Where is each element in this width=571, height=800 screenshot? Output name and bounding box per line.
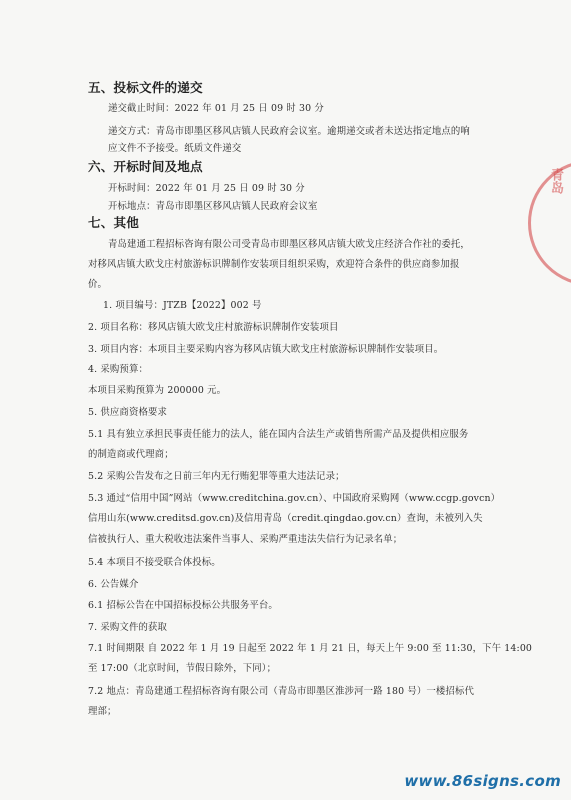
opening-place: 开标地点：青岛市即墨区移风店镇人民政府会议室 <box>108 201 318 212</box>
item-7-1-line1: 7.1 时间期限 自 2022 年 1 月 19 日起至 2022 年 1 月 21 日，每天上午 9:00 至 11:30，下午 14:00 <box>88 643 533 654</box>
item-6: 6. 公告媒介 <box>88 579 139 590</box>
section-5-title: 五、投标文件的递交 <box>88 80 203 95</box>
item-5-4: 5.4 本项目不接受联合体投标。 <box>88 557 221 568</box>
section-7-title: 七、其他 <box>88 215 139 230</box>
item-2: 2. 项目名称：移风店镇大欧戈庄村旅游标识牌制作安装项目 <box>88 322 339 333</box>
intro-line2: 对移风店镇大欧戈庄村旅游标识牌制作安装项目组织采购，欢迎符合条件的供应商参加报 <box>88 259 460 270</box>
submission-method-line1: 递交方式：青岛市即墨区移风店镇人民政府会议室。逾期递交或者未送达指定地点的响 <box>108 126 470 137</box>
submission-deadline: 递交截止时间：2022 年 01 月 25 日 09 时 30 分 <box>108 103 324 114</box>
intro-line3: 价。 <box>88 279 108 290</box>
opening-time: 开标时间：2022 年 01 月 25 日 09 时 30 分 <box>108 183 305 194</box>
item-5: 5. 供应商资格要求 <box>88 407 168 418</box>
item-4-detail: 本项目采购预算为 200000 元。 <box>88 385 227 396</box>
item-7-1-line2: 至 17:00（北京时间，节假日除外，下同）； <box>88 663 277 674</box>
item-7-2-line1: 7.2 地点：青岛建通工程招标咨询有限公司（青岛市即墨区淮涉河一路 180 号）一楼招标代 <box>88 686 474 697</box>
item-4: 4. 采购预算： <box>88 364 149 375</box>
site-watermark[interactable]: www.86signs.com <box>404 772 561 790</box>
seal-text: 青岛 <box>548 168 563 194</box>
section-6-title: 六、开标时间及地点 <box>88 159 203 174</box>
item-3: 3. 项目内容：本项目主要采购内容为移风店镇大欧戈庄村旅游标识牌制作安装项目。 <box>88 344 444 355</box>
item-7: 7. 采购文件的获取 <box>88 622 168 633</box>
item-5-1-line2: 的制造商或代理商； <box>88 449 174 460</box>
item-5-1-line1: 5.1 具有独立承担民事责任能力的法人，能在国内合法生产或销售所需产品及提供相应服务 <box>88 429 469 440</box>
submission-method-line2: 应文件不予接受。纸质文件递交 <box>108 143 242 154</box>
item-6-1: 6.1 招标公告在中国招标投标公共服务平台。 <box>88 600 278 611</box>
item-5-3-line1: 5.3 通过“信用中国”网站（www.creditchina.gov.cn）、中国政府采购网（www.ccgp.govcn） <box>88 493 501 504</box>
intro-line1: 青岛建通工程招标咨询有限公司受青岛市即墨区移风店镇大欧戈庄经济合作社的委托， <box>108 239 470 250</box>
item-1: 1. 项目编号：JTZB【2022】002 号 <box>103 300 262 311</box>
item-5-3-line3: 信被执行人、重大税收违法案件当事人、采购严重违法失信行为记录名单； <box>88 534 403 545</box>
item-5-3-line2: 信用山东(www.creditsd.gov.cn)及信用青岛（credit.qingdao.gov.cn）查询，未被列入失 <box>88 513 483 524</box>
item-7-2-line2: 理部； <box>88 706 117 717</box>
item-5-2: 5.2 采购公告发布之日前三年内无行贿犯罪等重大违法记录； <box>88 471 345 482</box>
